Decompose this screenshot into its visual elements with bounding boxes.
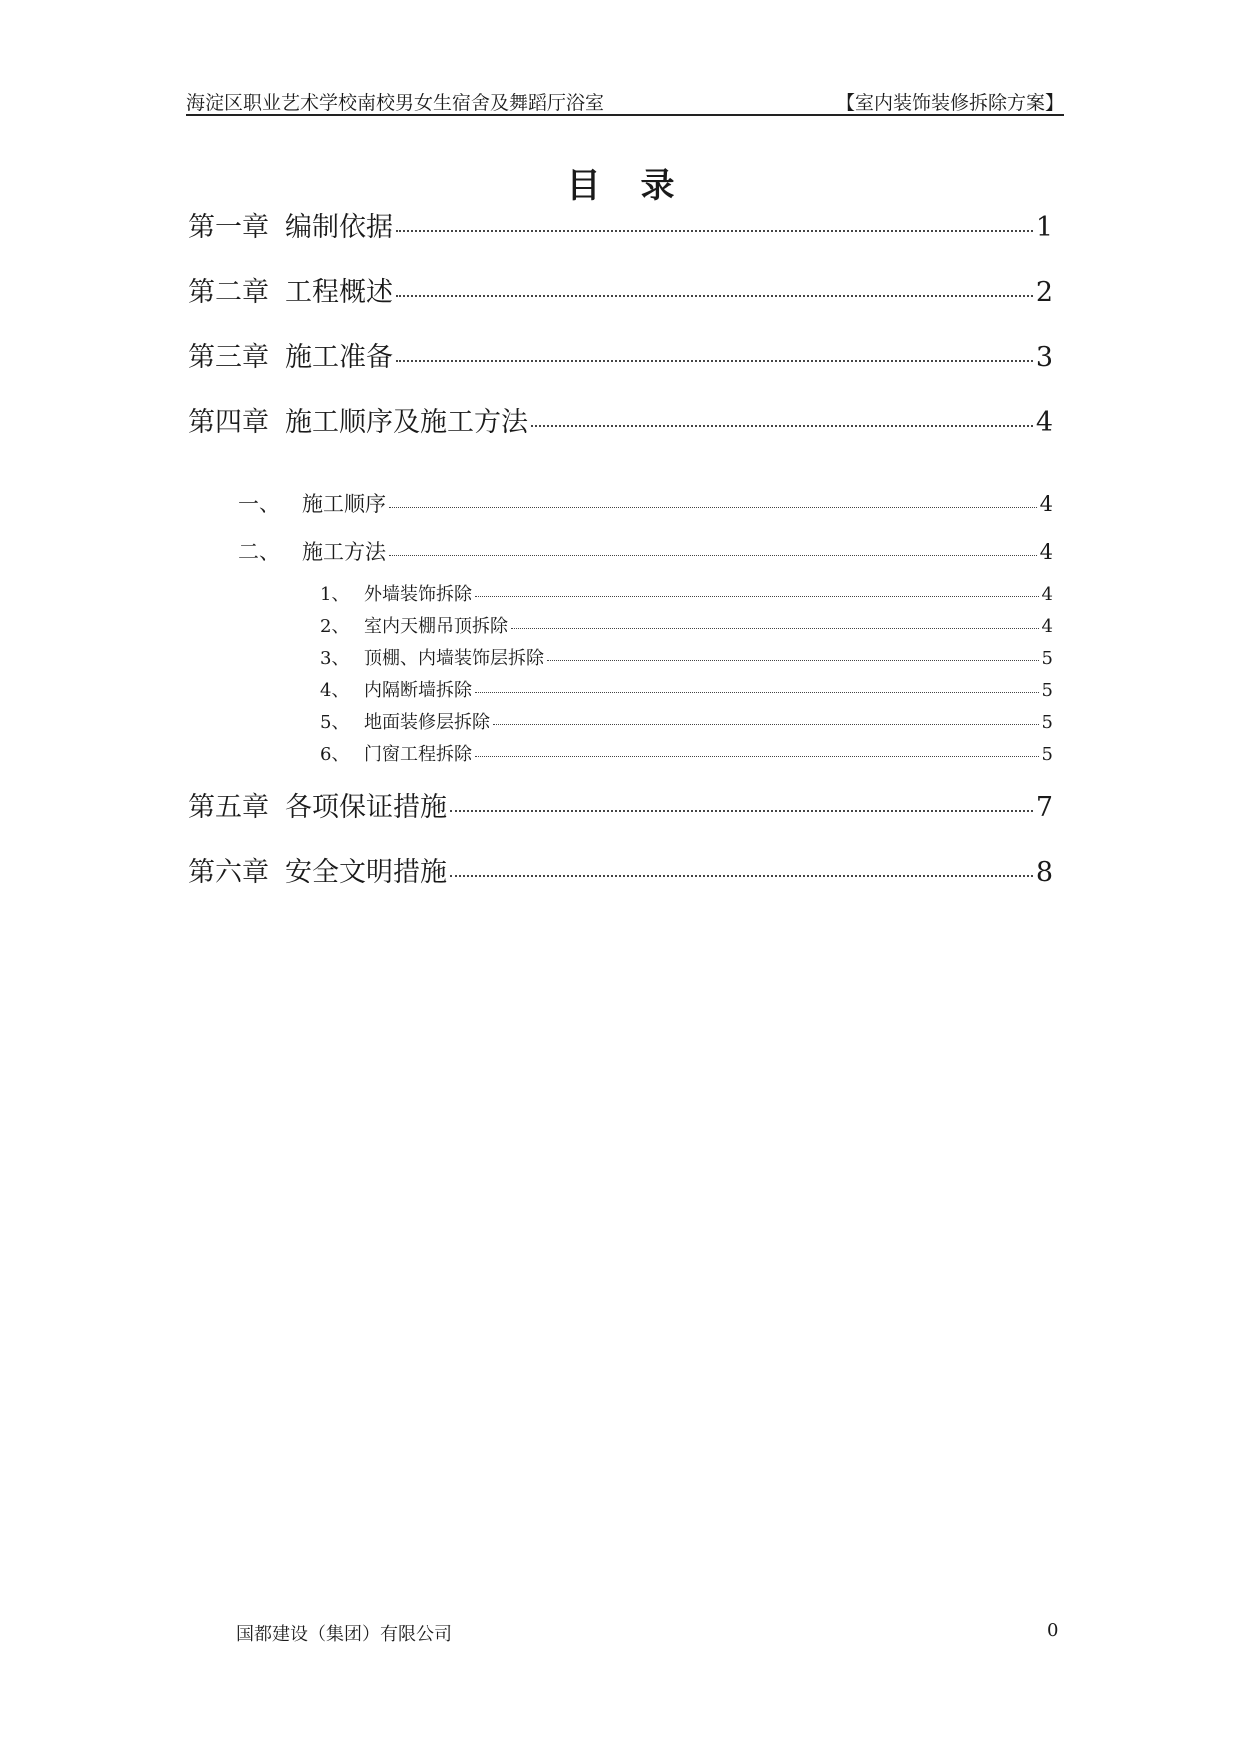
page-title: 目录: [566, 166, 715, 206]
toc-number: 一、: [238, 492, 280, 516]
toc-number: 6、: [320, 744, 350, 765]
toc-leader-dots: [396, 230, 1033, 232]
toc-number: 第二章: [188, 277, 269, 308]
toc-leader-dots: [475, 756, 1039, 757]
toc-text: 施工顺序及施工方法: [285, 407, 528, 438]
toc-number: 第五章: [188, 792, 269, 823]
toc-leader-dots: [531, 425, 1033, 427]
toc-page-number: 5: [1041, 680, 1053, 701]
toc-chapter-5[interactable]: [188, 785, 1053, 824]
toc-page-number: 4: [1041, 584, 1053, 605]
toc-number: 1、: [320, 584, 350, 605]
toc-page-number: 4: [1039, 492, 1053, 516]
toc-text: 编制依据: [285, 212, 393, 243]
toc-leader-dots: [475, 692, 1039, 693]
toc-text: 门窗工程拆除: [364, 744, 472, 765]
toc-page-number: 4: [1041, 616, 1053, 637]
toc-text: 施工准备: [285, 342, 393, 373]
toc-subsection-6[interactable]: [320, 740, 1053, 766]
toc-number: 第一章: [188, 212, 269, 243]
toc-text: 顶棚、内墙装饰层拆除: [364, 648, 544, 669]
toc-page-number: 3: [1035, 342, 1053, 373]
toc-page-number: 1: [1035, 212, 1053, 243]
toc-page-number: 5: [1041, 648, 1053, 669]
toc-page-number: 4: [1039, 540, 1053, 564]
toc-number: 2、: [320, 616, 350, 637]
toc-text: 地面装修层拆除: [364, 712, 490, 733]
toc-text: 各项保证措施: [285, 792, 447, 823]
toc-leader-dots: [511, 628, 1039, 629]
toc-leader-dots: [389, 555, 1037, 556]
toc-text: 安全文明措施: [285, 857, 447, 888]
toc-leader-dots: [493, 724, 1039, 725]
toc-leader-dots: [547, 660, 1039, 661]
toc-text: 外墙装饰拆除: [364, 584, 472, 605]
toc-leader-dots: [475, 596, 1039, 597]
toc-leader-dots: [450, 875, 1033, 877]
toc-page-number: 2: [1035, 277, 1053, 308]
toc-text: 工程概述: [285, 277, 393, 308]
page-header: [186, 84, 1064, 116]
toc-subsection-4[interactable]: [320, 676, 1053, 702]
footer-page-number: 0: [1047, 1620, 1059, 1641]
toc-text: 内隔断墙拆除: [364, 680, 472, 701]
toc-leader-dots: [396, 295, 1033, 297]
toc-number: 二、: [238, 540, 280, 564]
toc-chapter-2[interactable]: [188, 270, 1053, 309]
toc-chapter-6[interactable]: [188, 850, 1053, 889]
toc-page-number: 8: [1035, 857, 1053, 888]
header-document-type: 【室内装饰装修拆除方案】: [835, 92, 1064, 114]
toc-page-number: 4: [1035, 407, 1053, 438]
footer-company-name: 国都建设（集团）有限公司: [236, 1624, 452, 1645]
toc-text: 施工方法: [302, 540, 386, 564]
toc-page-number: 5: [1041, 712, 1053, 733]
toc-subsection-1[interactable]: [320, 580, 1053, 606]
toc-subsection-3[interactable]: [320, 644, 1053, 670]
toc-number: 第六章: [188, 857, 269, 888]
toc-section-2[interactable]: [238, 536, 1053, 566]
toc-section-1[interactable]: [238, 488, 1053, 518]
toc-subsection-5[interactable]: [320, 708, 1053, 734]
toc-leader-dots: [389, 507, 1037, 508]
toc-subsection-2[interactable]: [320, 612, 1053, 638]
toc-number: 第四章: [188, 407, 269, 438]
toc-number: 第三章: [188, 342, 269, 373]
toc-chapter-3[interactable]: [188, 335, 1053, 374]
toc-chapter-4[interactable]: [188, 400, 1053, 439]
toc-chapter-1[interactable]: [188, 205, 1053, 244]
toc-number: 3、: [320, 648, 350, 669]
toc-text: 室内天棚吊顶拆除: [364, 616, 508, 637]
toc-number: 4、: [320, 680, 350, 701]
toc-page-number: 5: [1041, 744, 1053, 765]
toc-leader-dots: [450, 810, 1033, 812]
header-project-name: 海淀区职业艺术学校南校男女生宿舍及舞蹈厅浴室: [186, 92, 605, 114]
toc-leader-dots: [396, 360, 1033, 362]
toc-page-number: 7: [1035, 792, 1053, 823]
toc-number: 5、: [320, 712, 350, 733]
toc-text: 施工顺序: [302, 492, 386, 516]
